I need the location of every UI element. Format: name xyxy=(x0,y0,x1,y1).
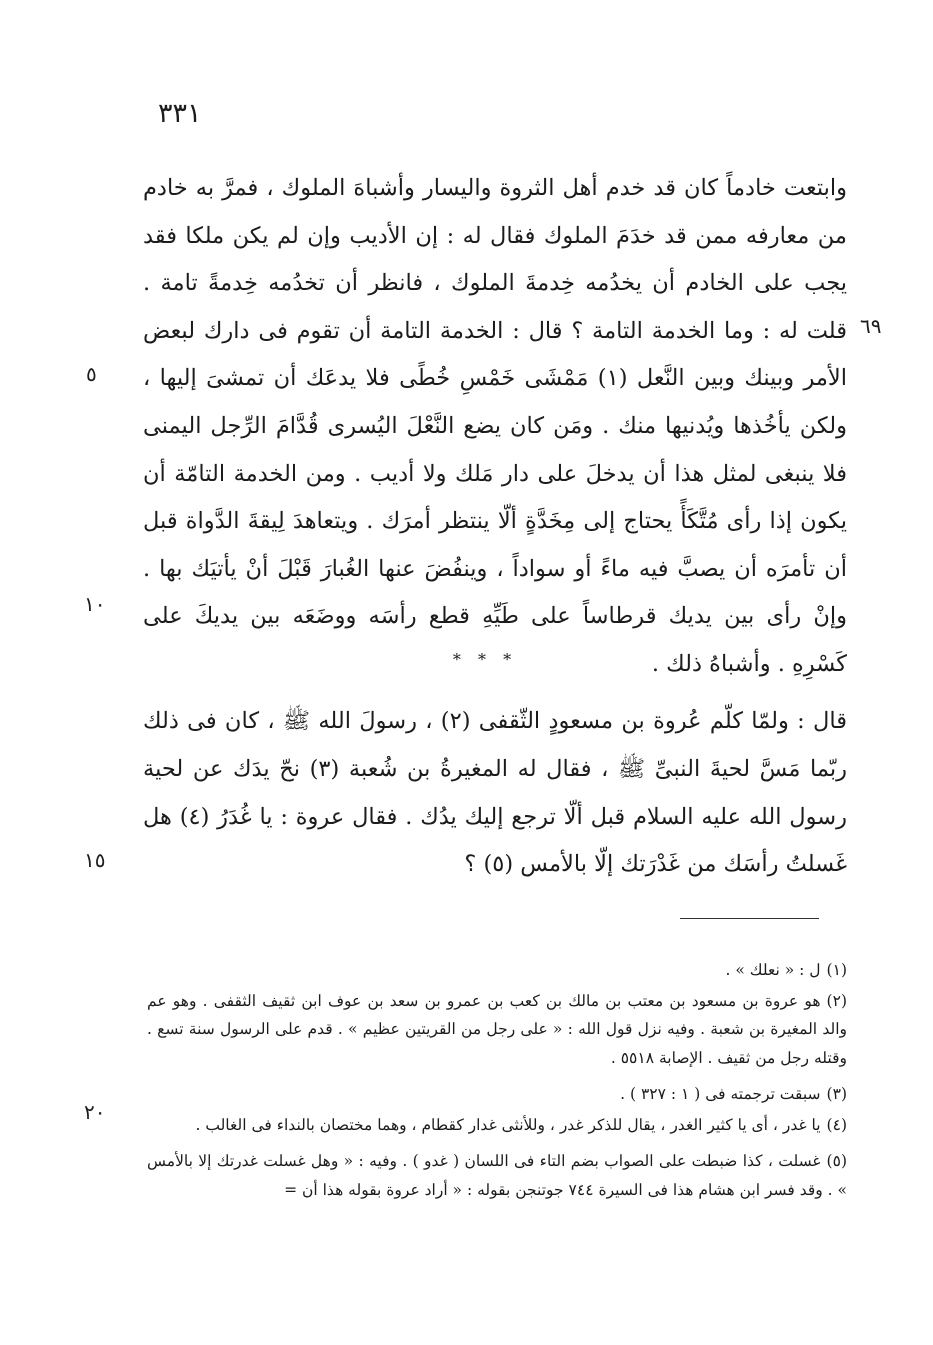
footnote-1 xyxy=(147,956,847,985)
footnote-3 xyxy=(147,1080,847,1109)
main-paragraph-2: قال : ولمّا كلّم عُروة بن مسعودٍ الثّقفى (٢) ، رسولَ الله ﷺ ، كان فى ذلك ربّما مَسَّ لحيةَ النبىِّ ﷺ ، فقال له المغيرةُ بن شُعبة (٣) نحّ يدَك عن لحية رسول الله عليه السلام قبل ألّا ترجع إليك يدُك . فقال عروة : يا غُدَرُ (٤) هل غَسلتُ رأسَك من غَدْرَتك إلّا بالأمس (٥) ؟ xyxy=(143,708,847,878)
footnote-number: (٢) xyxy=(826,991,847,1010)
footnote-2 xyxy=(147,987,847,1073)
footnote-4 xyxy=(147,1111,847,1140)
footnotes-section xyxy=(147,956,847,1212)
line-number-10: ١٠ xyxy=(84,592,106,616)
original-page-marker: ٦٩ xyxy=(860,314,882,338)
footnote-text: غسلت ، كذا ضبطت على الصواب بضم التاء فى اللسان ( غدو ) . وفيه : « وهل غسلت غدرتك إلا بالأمس » . وقد فسر ابن هشام هذا فى السيرة ٧٤٤ جوتنجن بقوله : « أراد عروة بقوله هذا أن = xyxy=(147,1152,847,1199)
line-number-20: ٢٠ xyxy=(84,1100,106,1124)
page-number: ٣٣١ xyxy=(158,98,202,129)
footnote-divider xyxy=(680,918,819,919)
footnote-number: (٥) xyxy=(826,1152,847,1170)
footnote-number: (٣) xyxy=(826,1085,847,1103)
line-number-5: ٥ xyxy=(86,362,97,386)
footnote-5 xyxy=(147,1147,847,1204)
main-paragraph-1: وابتعت خادماً كان قد خدم أهل الثروة واليسار وأشباهَ الملوك ، فمرَّ به خادم من معارفه ممن قد خدَمَ الملوك فقال له : إن الأديب وإن لم يكن ملكا فقد يجب على الخادم أن يخدُمه خِدمةَ الملوك ، فانظر أن تخدُمه خِدمةً تامة . قلت له : وما الخدمة التامة ؟ قال : الخدمة التامة أن تقوم فى دارك لبعض الأمر وبينك وبين النَّعل (١) مَمْشَى خَمْسِ خُطًى فلا يدعَك أن تمشىَ إليها ، ولكن يأخُذها ويُدنيها منك . ومَن كان يضع النَّعْلَ اليُسرى قُدَّامَ الرِّجل اليمنى فلا ينبغى لمثل هذا أن يدخلَ على دار مَلك ولا أديب . ومن الخدمة التامّة أن يكون إذا رأى مُتَّكَأً يحتاج إلى مِخَدَّةٍ ألّا ينتظر أمرَك . ويتعاهدَ لِيقةَ الدَّواة قبل أن تأمرَه أن يصبَّ فيه ماءً أو سواداً ، وينفُضَ عنها الغُبارَ قَبْلَ أنْ يأتيَك بها . وإنْ رأى بين يديك قرطاساً على طَيِّهِ قطع رأسَه ووضَعَه بين يديكَ على كَسْرِهِ . وأشباهُ ذلك . xyxy=(143,175,847,677)
footnote-text: ل : « نعلك » . xyxy=(725,961,821,979)
footnote-text: سبقت ترجمته فى ( ١ : ٣٢٧ ) . xyxy=(620,1085,821,1103)
section-separator: * * * xyxy=(452,650,518,669)
footnote-text: هو عروة بن مسعود بن معتب بن مالك بن كعب بن عمرو بن سعد بن عوف ابن ثقيف الثقفى . وهو عم والد المغيرة بن شعبة . وفيه نزل قول الله : « على رجل من القريتين عظيم » . قدم على الرسول سنة تسع . وقتله رجل من ثقيف . الإصابة ٥٥١٨ . xyxy=(147,991,847,1067)
line-number-15: ١٥ xyxy=(84,848,106,872)
footnote-number: (١) xyxy=(826,961,847,979)
footnote-number: (٤) xyxy=(826,1115,847,1134)
footnote-text: يا غدر ، أى يا كثير الغدر ، يقال للذكر غدر ، وللأنثى غدار كقطام ، وهما مختصان بالنداء فى الغالب . xyxy=(195,1115,821,1134)
